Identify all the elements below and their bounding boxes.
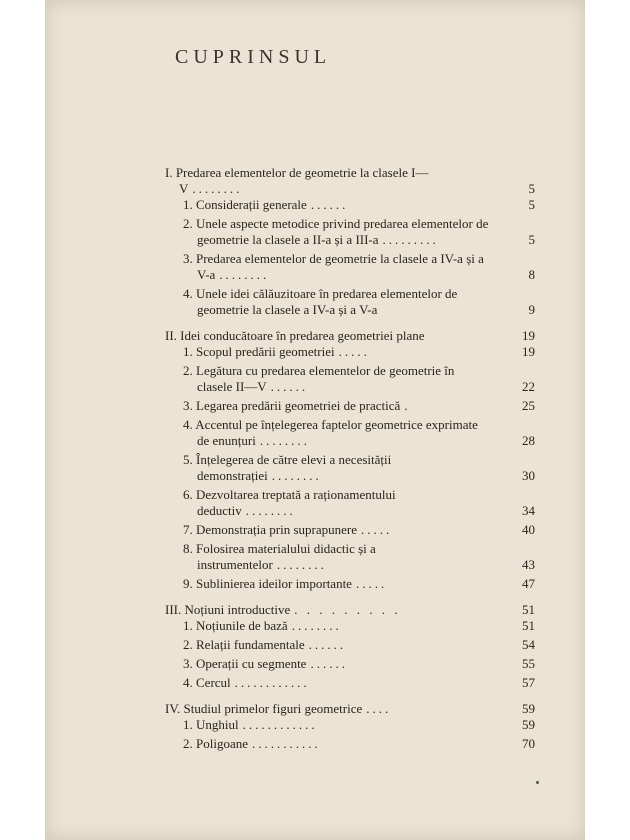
entry-title [183,618,535,634]
leader-dots: ........ [291,618,342,633]
entry-text: 1. Scopul predării geometriei [183,344,335,359]
toc-section-entry [183,417,535,449]
entry-title [183,541,535,573]
page-number: 28 [522,433,535,448]
toc-chapter-entry [165,701,535,717]
toc-section-entry [183,541,535,573]
leader-dots: ........ [259,433,310,448]
toc-section-entry [183,576,535,592]
entry-text: 9. Sublinierea ideilor importante [183,576,352,591]
page-number: 34 [522,503,535,518]
toc-section-entry [183,251,535,283]
toc-section-entry [183,286,535,318]
page-title: CUPRINSUL [175,46,332,68]
page-number: 19 [522,344,535,359]
leader-dots: ..... [355,576,388,591]
toc-section-entry [183,736,535,752]
leader-dots: ........ [192,181,243,196]
entry-text: 1. Unghiul [183,717,239,732]
entry-text: 3. Predarea elementelor de geometrie la clasele a IV-a și a V-a [183,251,484,282]
toc-section-entry [183,216,535,248]
book-page [45,0,585,840]
entry-title [183,522,535,538]
page-number: 19 [522,328,535,343]
page-number: 9 [528,302,535,317]
entry-text: 1. Noțiunile de bază [183,618,288,633]
leader-dots: ..... [361,522,393,537]
entry-title [183,656,535,672]
entry-title [183,736,535,752]
entry-text: 4. Accentul pe înțelegerea faptelor geometrice exprimate de enunțuri [183,417,478,448]
page-number: 5 [528,232,535,247]
entry-title [183,216,535,248]
entry-text: IV. Studiul primelor figuri geometrice [165,701,363,716]
entry-text: 2. Unele aspecte metodice privind predarea elementelor de geometrie la clasele a II-a și a III-a [183,216,489,247]
leader-dots: ...... [308,637,347,652]
toc-section-entry [183,487,535,519]
page-number: 22 [522,379,535,394]
entry-title [183,363,535,395]
entry-title [183,675,535,691]
page-number: 70 [522,736,535,751]
toc-section-entry [183,656,535,672]
toc-section-entry [183,717,535,733]
entry-title [183,344,535,360]
toc-section-entry [183,398,535,414]
leader-dots: .... [366,701,392,716]
entry-text: 2. Relații fundamentale [183,637,305,652]
paper-speck [536,781,539,784]
entry-text: 4. Unele idei călăuzitoare în predarea elementelor de geometrie la clasele a IV-a și a V-a [183,286,458,317]
leader-dots: ...... [270,379,309,394]
leader-dots: . [404,398,411,413]
entry-text: 8. Folosirea materialului didactic și a instrumentelor [183,541,376,572]
table-of-contents [165,165,535,752]
leader-dots: ...... [310,656,348,671]
toc-chapter-entry [165,328,535,344]
page-number: 8 [528,267,535,282]
page-number: 59 [522,717,535,732]
entry-title [165,165,535,197]
leader-dots: ........ [271,468,322,483]
entry-text: I. Predarea elementelor de geometrie la clasele I—V [165,165,429,196]
leader-dots: ............ [242,717,318,732]
leader-dots: ........ [245,503,296,518]
entry-title [183,417,535,449]
toc-chapter-entry [165,165,535,197]
toc-section-entry [183,675,535,691]
leader-dots: ........ [276,557,327,572]
entry-text: 5. Înțelegerea de către elevi a necesității demonstrației [183,452,392,483]
page-number: 51 [522,618,535,633]
entry-title [165,602,535,618]
leader-dots: ........ [219,267,270,282]
entry-text: 4. Cercul [183,675,231,690]
toc-section-entry [183,344,535,360]
toc-section-entry [183,452,535,484]
entry-text: 2. Poligoane [183,736,248,751]
entry-text: 2. Legătura cu predarea elementelor de geometrie în clasele II—V [183,363,455,394]
entry-title [183,251,535,283]
entry-title [183,452,535,484]
page-number: 43 [522,557,535,572]
entry-title [183,637,535,653]
page-number: 57 [522,675,535,690]
entry-title [183,576,535,592]
toc-section-entry [183,522,535,538]
entry-text: 1. Considerații generale [183,197,307,212]
page-number: 25 [522,398,535,413]
entry-text: 3. Operații cu segmente [183,656,307,671]
page-number: 30 [522,468,535,483]
entry-title [165,701,535,717]
toc-section-entry [183,618,535,634]
toc-section-entry [183,197,535,213]
page-number: 54 [522,637,535,652]
page-number: 5 [528,197,535,212]
entry-text: II. Idei conducătoare în predarea geometriei plane [165,328,425,343]
entry-title [183,398,535,414]
entry-text: 7. Demonstrația prin suprapunere [183,522,358,537]
leader-dots: ......... [382,232,439,247]
entry-text: 3. Legarea predării geometriei de practică [183,398,401,413]
page-number: 55 [522,656,535,671]
toc-section-entry [183,363,535,395]
leader-dots: . . . . . . . . . [294,602,401,617]
page-number: 51 [522,602,535,617]
page-number: 47 [522,576,535,591]
leader-dots: ........... [252,736,321,751]
entry-title [183,487,535,519]
entry-text: III. Noțiuni introductive [165,602,291,617]
leader-dots: ...... [310,197,349,212]
page-number: 40 [522,522,535,537]
leader-dots: ............ [234,675,310,690]
page-number: 5 [528,181,535,196]
entry-title [183,197,535,213]
toc-chapter-entry [165,602,535,618]
entry-title [183,717,535,733]
entry-title [183,286,535,318]
leader-dots: ..... [338,344,370,359]
entry-title [165,328,535,344]
entry-text: 6. Dezvoltarea treptată a raționamentului deductiv [183,487,396,518]
page-number: 59 [522,701,535,716]
toc-section-entry [183,637,535,653]
